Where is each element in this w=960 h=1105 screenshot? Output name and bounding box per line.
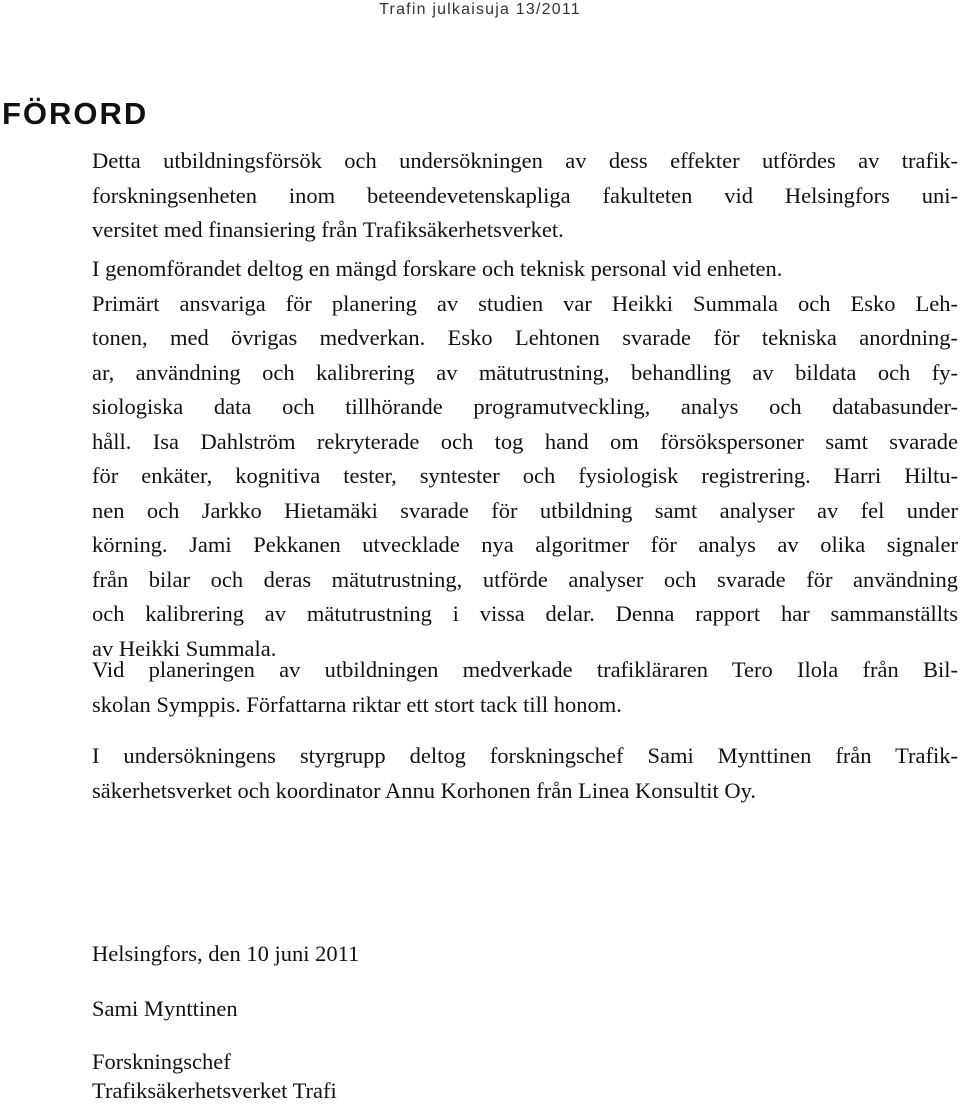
text-line: säkerhetsverket och koordinator Annu Korhonen från Linea Konsultit Oy. (92, 777, 756, 803)
text-line: Detta utbildningsförsök och undersökningen av dess effekter utfördes av trafik- (92, 148, 958, 173)
running-header: Trafin julkaisuja 13/2011 (379, 1, 581, 18)
signature-title: Forskningschef (92, 1049, 231, 1074)
text-line: forskningsenheten inom beteendevetenskapliga fakulteten vid Helsingfors uni- (92, 182, 958, 208)
text-line: versitet med finansiering från Trafiksäkerhetsverket. (92, 217, 564, 242)
text-line: håll. Isa Dahlström rekryterade och tog hand om försökspersoner samt svarade (92, 428, 958, 454)
text-line: skolan Symppis. Författarna riktar ett stort tack till honom. (92, 691, 622, 717)
text-line: I genomförandet deltog en mängd forskare och teknisk personal vid enheten. (92, 256, 783, 281)
paragraph-staff (92, 252, 958, 666)
text-line: Vid planeringen av utbildningen medverkade trafikläraren Tero Ilola från Bil- (92, 657, 958, 682)
paragraph-funding (92, 144, 958, 248)
paragraph-acknowledgement (92, 653, 958, 722)
text-line: tonen, med övrigas medverkan. Esko Lehtonen svarade för tekniska anordning- (92, 325, 958, 350)
signature-organization: Trafiksäkerhetsverket Trafi (92, 1078, 337, 1103)
text-line: siologiska data och tillhörande programutveckling, analys och databasunder- (92, 394, 958, 419)
section-title: FÖRORD (2, 96, 149, 131)
text-line: I undersökningens styrgrupp deltog forskningschef Sami Mynttinen från Trafik- (92, 743, 958, 768)
text-line: av Heikki Summala. (92, 635, 277, 661)
text-line: ar, användning och kalibrering av mätutrustning, behandling av bildata och fy- (92, 359, 958, 385)
text-line: för enkäter, kognitiva tester, syntester och fysiologisk registrering. Harri Hiltu- (92, 463, 958, 488)
text-line: körning. Jami Pekkanen utvecklade nya algoritmer för analys av olika signaler (92, 532, 958, 557)
text-line: nen och Jarkko Hietamäki svarade för utbildning samt analyser av fel under (92, 497, 958, 523)
text-line: och kalibrering av mätutrustning i vissa delar. Denna rapport har sammanställts (92, 601, 958, 626)
signature-name: Sami Mynttinen (92, 996, 238, 1021)
text-line: Primärt ansvariga för planering av studien var Heikki Summala och Esko Leh- (92, 290, 958, 316)
text-line: från bilar och deras mätutrustning, utförde analyser och svarade för användning (92, 566, 958, 592)
signature-place-date: Helsingfors, den 10 juni 2011 (92, 941, 360, 966)
paragraph-steering-group (92, 739, 958, 808)
